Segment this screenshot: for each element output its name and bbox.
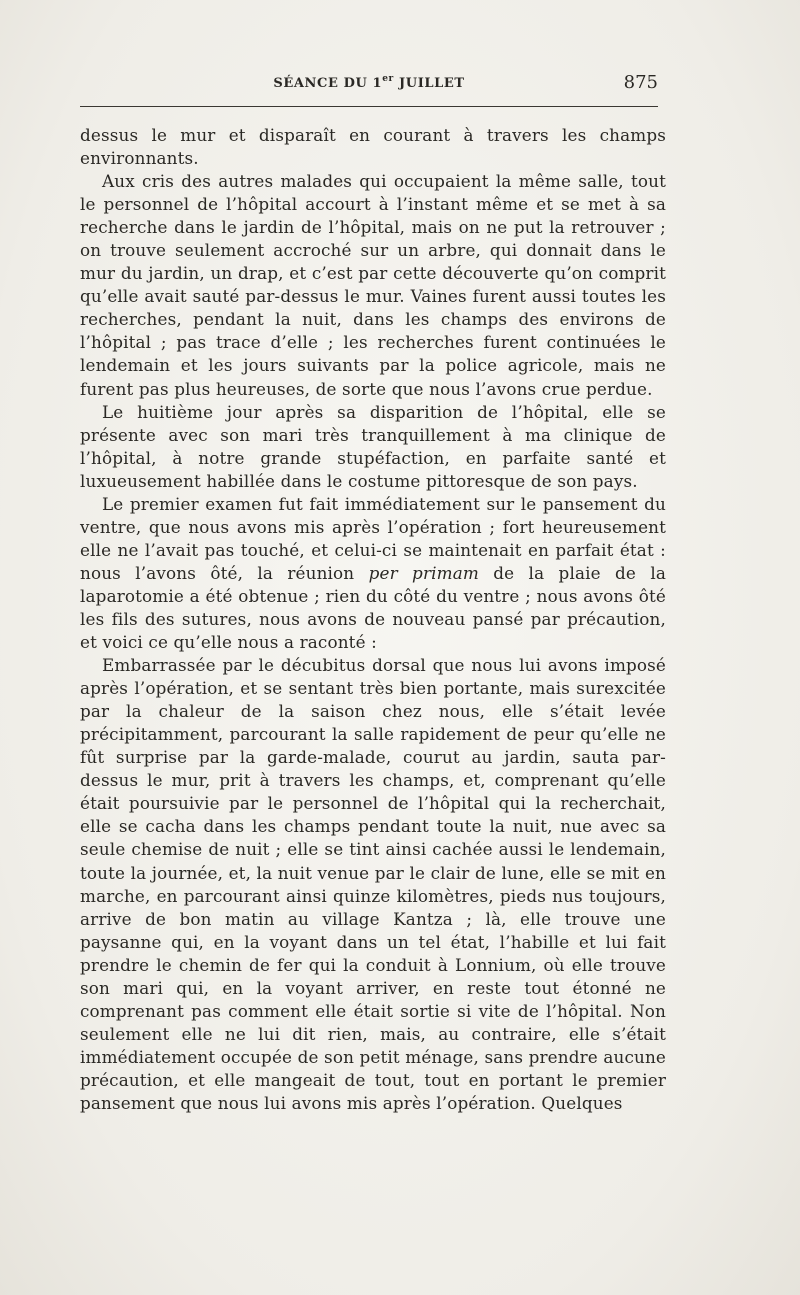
page-number: 875 — [623, 72, 658, 93]
header-rule — [80, 106, 658, 107]
paragraph-continuation: dessus le mur et disparaît en courant à travers les champs environnants. — [80, 125, 666, 169]
running-title-main: SÉANCE DU 1 — [273, 76, 383, 91]
paragraph-return: Le huitième jour après sa disparition de l’hôpital, elle se présente avec son mari très tranquillement à ma clinique de l’hôpital, à notre grande stupéfaction, en parfaite santé et luxueusement habillée dans le costume pittoresque de son pays. — [80, 401, 666, 491]
paragraph-search: Aux cris des autres malades qui occupaient la même salle, tout le personnel de l’hôpital accourt à l’instant même et se met à sa recherche dans le jardin de l’hôpital, mais on ne put la retrouver ; on trouve seulement accroché sur un arbre, qui donnait dans le mur du jardin, un drap, et c’est par cette découverte qu’on comprit qu’elle avait sauté par-dessus le mur. Vaines furent aussi toutes les recherches, pendant la nuit, dans les champs des environs de l’hôpital ; pas trace d’elle ; les recherches furent continuées le lendemain et les jours suivants par la police agricole, mais ne furent pas plus heureuses, de sorte que nous l’avons crue perdue. — [80, 171, 666, 399]
running-title-month: JUILLET — [393, 76, 465, 91]
paragraph-narrative: Embarrassée par le décubitus dorsal que nous lui avons imposé après l’opération, et se sentant très bien portante, mais surexcitée par la chaleur de la saison chez nous, elle s’était levée précipitamment, parcourant la salle rapidement de peur qu’elle ne fût surprise par la garde-malade, courut au jardin, sauta par-dessus le mur, prit à travers les champs, et, comprenant qu’elle était poursuivie par le personnel de l’hôpital qui la recherchait, elle se cacha dans les champs pendant toute la nuit, nue avec sa seule chemise de nuit ; elle se tint ainsi cachée aussi le lendemain, toute la journée, et, la nuit venue par le clair de lune, elle se mit en marche, en parcourant ainsi quinze kilomètres, pieds nus toujours, arrive de bon matin au village Kantza ; là, elle trouve une paysanne qui, en la voyant dans un tel état, l’habille et lui fait prendre le chemin de fer qui la conduit à Lonnium, où elle trouve son mari qui, en la voyant arriver, en reste tout étonné ne comprenant pas comment elle était sortie si vite de l’hôpital. Non seulement elle ne lui dit rien, mais, au contraire, elle s’était immédiatement occupée de son petit ménage, sans prendre aucune précaution, et elle mangeait de tout, tout en portant le premier pansement que nous lui avons mis après l’opération. Quelques — [80, 655, 666, 1113]
examination-text-end: de la plaie de la laparotomie a été obtenue ; rien du côté du ventre ; nous avons ôté les fils des sutures, nous avons de nouveau pansé par précaution, et voici ce qu’elle nous a raconté : — [80, 562, 667, 653]
running-title-ordinal: er — [382, 74, 394, 84]
running-head — [80, 72, 658, 100]
body-text — [80, 124, 666, 1115]
paragraph-examination — [80, 493, 666, 654]
examination-italic-term: per primam — [368, 562, 479, 583]
running-title — [80, 74, 658, 91]
examination-text-start: Le premier examen fut fait immédiatement sur le pansement du ventre, que nous avons mis après l’opération ; fort heureusement elle ne l’avait pas touché, et celui-ci se maintenait en parfait état : nous l’avons ôté, la réunion — [80, 493, 666, 583]
